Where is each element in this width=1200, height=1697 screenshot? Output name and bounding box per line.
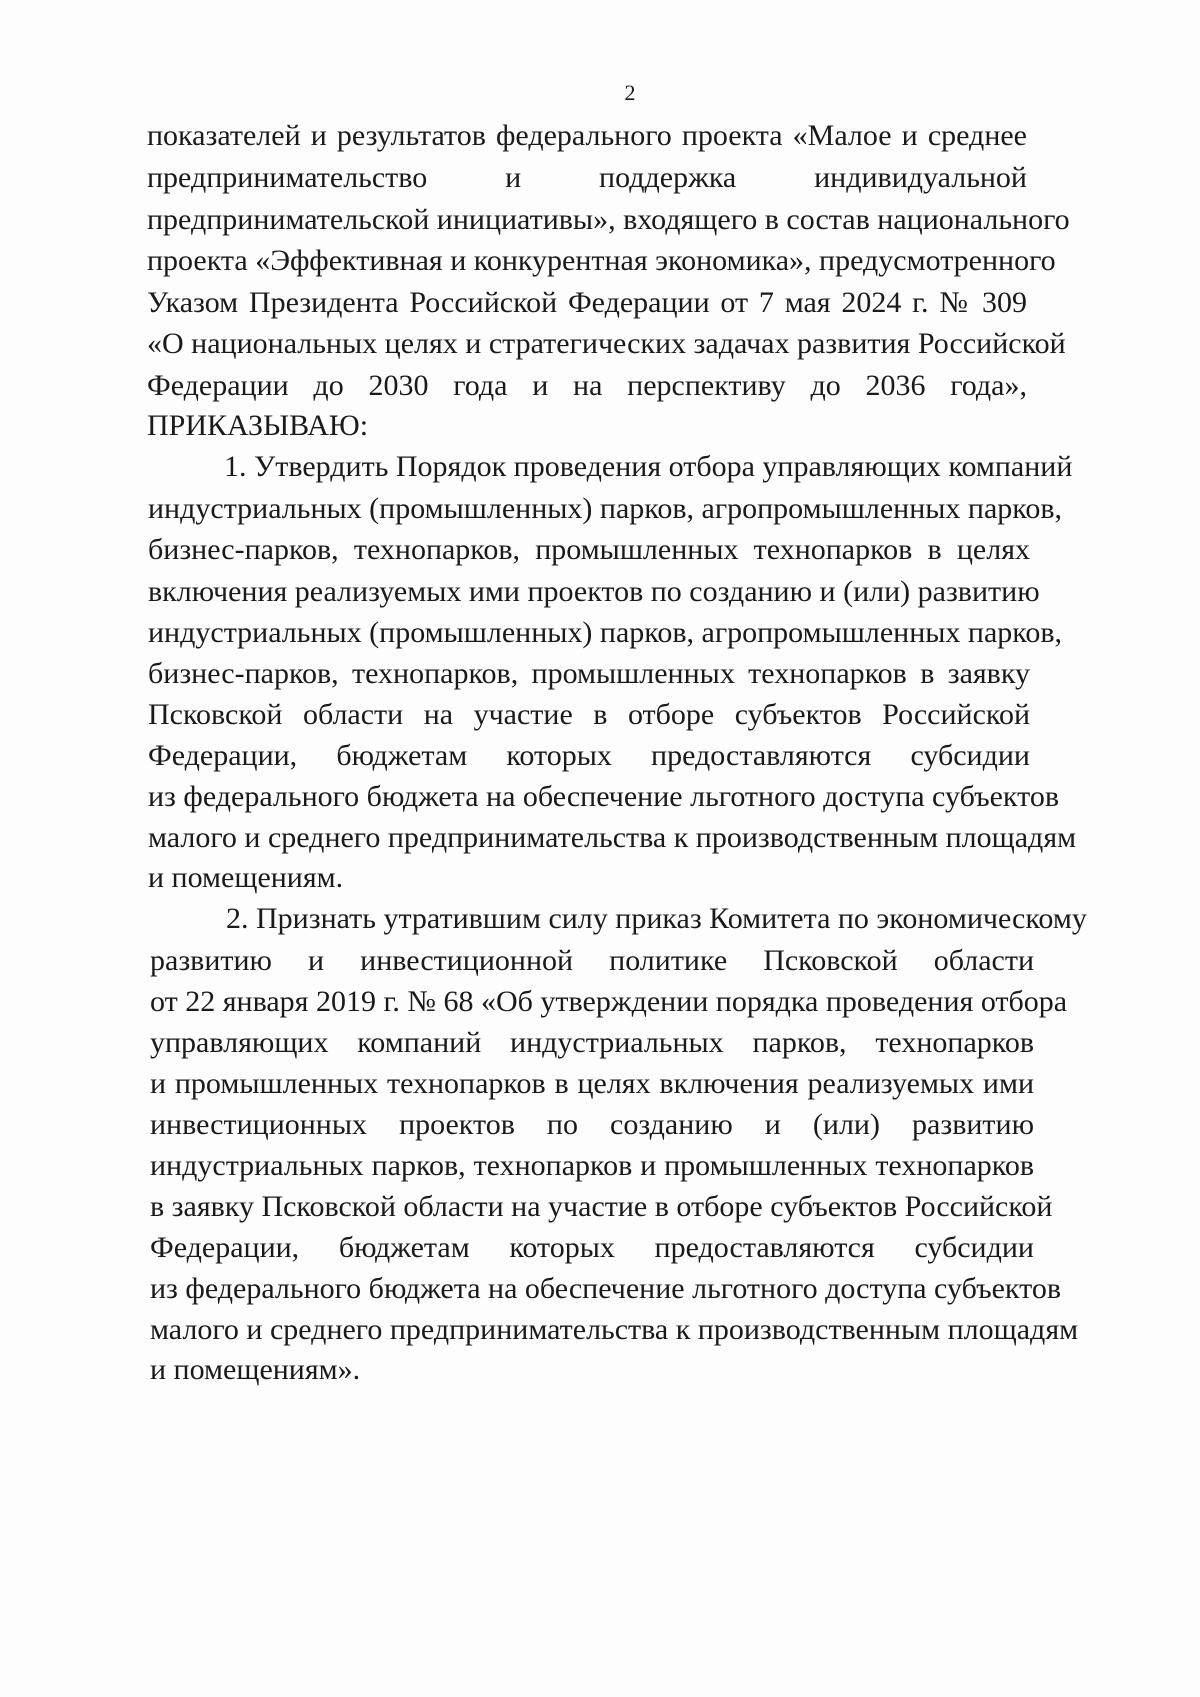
text-line: индустриальных парков, технопарков и промышленных технопарков [150,1149,1034,1182]
text-line: Федерации до 2030 года и на перспективу до 2036 года», [147,369,1027,402]
text-line: Федерации, бюджетам которых предоставляются субсидии [148,739,1030,772]
text-line: проекта «Эффективная и конкурентная экономика», предусмотренного [147,244,1056,277]
text-line: управляющих компаний индустриальных парков, технопарков [150,1026,1034,1059]
text-line: индустриальных (промышленных) парков, агропромышленных парков, [148,492,1062,525]
text-line: малого и среднего предпринимательства к производственным площадям [148,821,1077,854]
text-line: инвестиционных проектов по созданию и (или) развитию [150,1108,1034,1141]
text-line: включения реализуемых ими проектов по созданию и (или) развитию [148,575,1040,608]
text-line: из федерального бюджета на обеспечение льготного доступа субъектов [150,1272,1061,1305]
text-line: бизнес-парков, технопарков, промышленных технопарков в заявку [148,657,1030,690]
text-line: малого и среднего предпринимательства к производственным площадям [150,1313,1079,1346]
text-line: из федерального бюджета на обеспечение льготного доступа субъектов [148,780,1059,813]
text-line: Федерации, бюджетам которых предоставляются субсидии [150,1231,1034,1264]
text-line: показателей и результатов федерального проекта «Малое и среднее [147,119,1027,152]
text-line: 2. Признать утратившим силу приказ Комитета по экономическому [226,902,1087,935]
text-line: индустриальных (промышленных) парков, агропромышленных парков, [148,616,1062,649]
text-line: и промышленных технопарков в целях включения реализуемых ими [150,1067,1034,1100]
text-line: предпринимательской инициативы», входящего в состав национального [147,203,1070,236]
text-line: 1. Утвердить Порядок проведения отбора управляющих компаний [224,450,1073,483]
text-line: «О национальных целях и стратегических задачах развития Российской [147,327,1066,360]
text-line: предпринимательство и поддержка индивидуальной [147,161,1027,194]
text-line: ПРИКАЗЫВАЮ: [147,409,369,442]
text-line: в заявку Псковской области на участие в отборе субъектов Российской [150,1190,1053,1223]
text-line: и помещениям. [148,861,344,894]
text-line: бизнес-парков, технопарков, промышленных технопарков в целях [148,533,1030,566]
text-line: развитию и инвестиционной политике Псковской области [150,944,1034,977]
text-line: Указом Президента Российской Федерации от 7 мая 2024 г. № 309 [147,286,1027,319]
text-line: и помещениям». [150,1353,361,1386]
text-line: Псковской области на участие в отборе субъектов Российской [148,698,1030,731]
text-line: от 22 января 2019 г. № 68 «Об утверждении порядка проведения отбора [150,985,1068,1018]
page-number: 2 [624,80,636,105]
